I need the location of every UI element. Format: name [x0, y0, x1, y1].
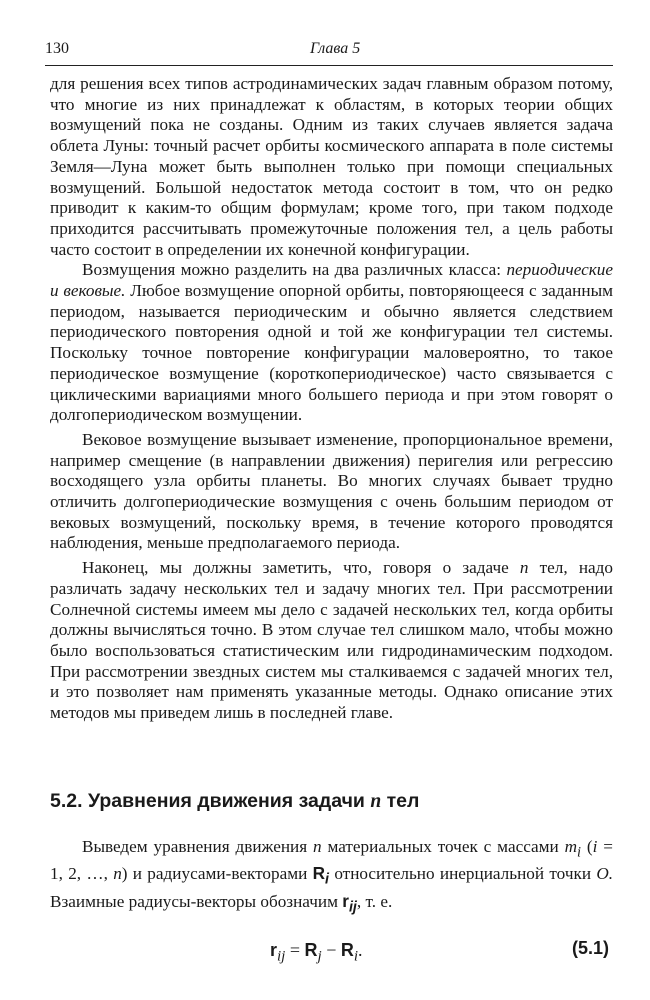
- paragraph-3: Вековое возмущение вызывает изменение, пропорциональное времени, например смещение (в направлении движения) перигелия или регрессию восходящего узла орбиты планеты. Во многих случаях бывает трудно отличить долгопериодические возмущения с очень большим периодом от вековых возмущений, поскольку время, в течение которого проводятся наблюдения, меньше предполагаемого периода.: [50, 429, 613, 553]
- text-span: , т. е.: [356, 891, 393, 911]
- text-span: Взаимные радиусы-векторы обозначим: [50, 891, 338, 911]
- eq-subscript-j: j: [317, 948, 322, 965]
- variable-n: n: [313, 837, 322, 856]
- subscript-i: i: [577, 844, 582, 861]
- section-intro: [50, 836, 613, 918]
- paragraph-2: [50, 260, 613, 426]
- text-span: материальных точек с массами: [327, 837, 559, 856]
- paragraph-4-start: Наконец, мы должны заметить, что, говоря о задаче: [82, 558, 509, 578]
- point-O: O.: [596, 864, 614, 884]
- text-span: ) и радиусами-векторами: [121, 864, 308, 884]
- equation-number: (5.1): [572, 938, 610, 958]
- page-number: 130: [45, 40, 69, 57]
- paragraph-1: для решения всех типов астродинамических задач главным образом потому, что многие из них принадлежат к областям, в которых теории общих возмущений пока не созданы. Одним из таких случаев является задача облета Луны: точный расчет орбиты космического аппарата в поле системы Земля—Луна может быть выполнен только при помощи специальных возмущений. Большой недостаток метода состоит в том, что он редко приводит к каким-то общим формулам; кроме того, при таком подходе приходится рассчитывать промежуточные положения тел, а цель работы часто состоит в определении их конечной конфигурации.: [50, 74, 613, 259]
- section-heading-text: 5.2. Уравнения движения задачи: [50, 790, 365, 812]
- paragraph-2-start: Возмущения можно разделить на два различных класса:: [82, 260, 502, 280]
- paragraph-2-rest: Любое возмущение опорной орбиты, повторяющееся с заданным периодом, называется периодическим и обычно является следствием периодического повторения одной и той же конфигурации тел системы. Поскольку точное повторение конфигурации маловероятно, то такое периодическое возмущение (короткопериодическое) часто связывается с циклическими вариациями много большего периода и при этом говорят о долгопериодическом возмущении.: [50, 281, 613, 425]
- page-header: [45, 40, 613, 64]
- mass-variable: [564, 837, 582, 861]
- header-rule: [45, 65, 613, 66]
- vector-r-letter: r: [342, 890, 349, 911]
- eq-equals: =: [289, 940, 301, 960]
- text-span: (: [586, 837, 593, 856]
- paragraph-4-rest: тел, надо различать задачу нескольких тел и задачу многих тел. При рассмотрении Солнечной системы имеем мы дело с задачей нескольких тел, когда орбиты должны вычисляться точно. В этом случае тел слишком мало, чтобы можно было воспользоваться статистическим или гидродинамическим подходом. При рассмотрении звездных систем мы сталкиваемся с задачей многих тел, и это позволяет нам применять указанные методы. Однако описание этих методов мы приведем лишь в последней главе.: [50, 558, 614, 723]
- eq-subscript-i: i: [353, 948, 359, 965]
- paragraph-4: [50, 558, 613, 724]
- text-span: Выведем уравнения движения: [82, 837, 308, 856]
- eq-r: r: [270, 940, 278, 960]
- subscript-i: i: [325, 871, 329, 888]
- subscript-ij: ij: [348, 899, 357, 916]
- vector-r: [342, 890, 357, 916]
- section-heading-variable: n: [370, 791, 382, 812]
- section-paragraph: [50, 836, 613, 918]
- variable-n: n: [113, 864, 122, 884]
- body-text: [50, 74, 613, 724]
- variable-i: i: [592, 837, 598, 856]
- eq-subscript-ij: ij: [277, 948, 286, 965]
- paragraph-2-emphasis: периодические и вековые.: [50, 260, 614, 301]
- variable-m: m: [564, 837, 578, 856]
- eq-R-i: R: [340, 940, 354, 960]
- eq-R-j: R: [304, 940, 318, 960]
- section-heading: [50, 788, 613, 815]
- eq-minus: −: [326, 940, 337, 960]
- eq-period: .: [358, 940, 363, 960]
- vector-R: [312, 863, 329, 888]
- section-heading-end: тел: [386, 790, 420, 812]
- vector-R-letter: R: [312, 863, 326, 884]
- text-span: = 1, 2, …,: [50, 837, 613, 884]
- text-span: относительно инерциальной точки: [334, 864, 592, 884]
- paragraph-4-variable: n: [519, 558, 529, 578]
- equation-5-1: [270, 940, 363, 966]
- running-title: Глава 5: [310, 40, 361, 57]
